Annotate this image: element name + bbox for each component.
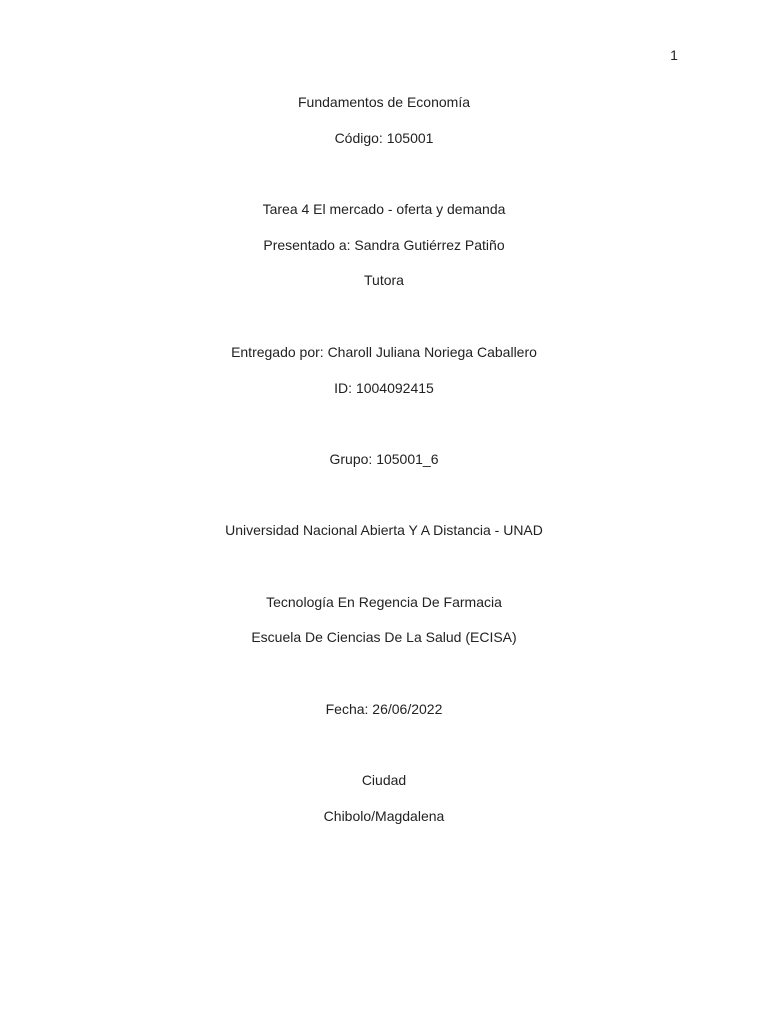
program-name: Tecnología En Regencia De Farmacia [266,594,502,610]
group: Grupo: 105001_6 [329,451,439,467]
date: Fecha: 26/06/2022 [325,701,443,717]
city-value: Chibolo/Magdalena [323,808,445,824]
school-name: Escuela De Ciencias De La Salud (ECISA) [251,629,517,645]
city-label: Ciudad [361,772,407,788]
course-name: Fundamentos de Economía [298,94,470,110]
course-code: Código: 105001 [334,130,434,146]
presented-to: Presentado a: Sandra Gutiérrez Patiño [263,237,505,253]
presented-to-role: Tutora [364,272,404,288]
university: Universidad Nacional Abierta Y A Distancia - UNAD [225,522,543,538]
assignment-title: Tarea 4 El mercado - oferta y demanda [262,201,506,217]
student-id: ID: 1004092415 [334,380,434,396]
delivered-by: Entregado por: Charoll Juliana Noriega Caballero [231,344,537,360]
page-number: 1 [670,47,678,63]
